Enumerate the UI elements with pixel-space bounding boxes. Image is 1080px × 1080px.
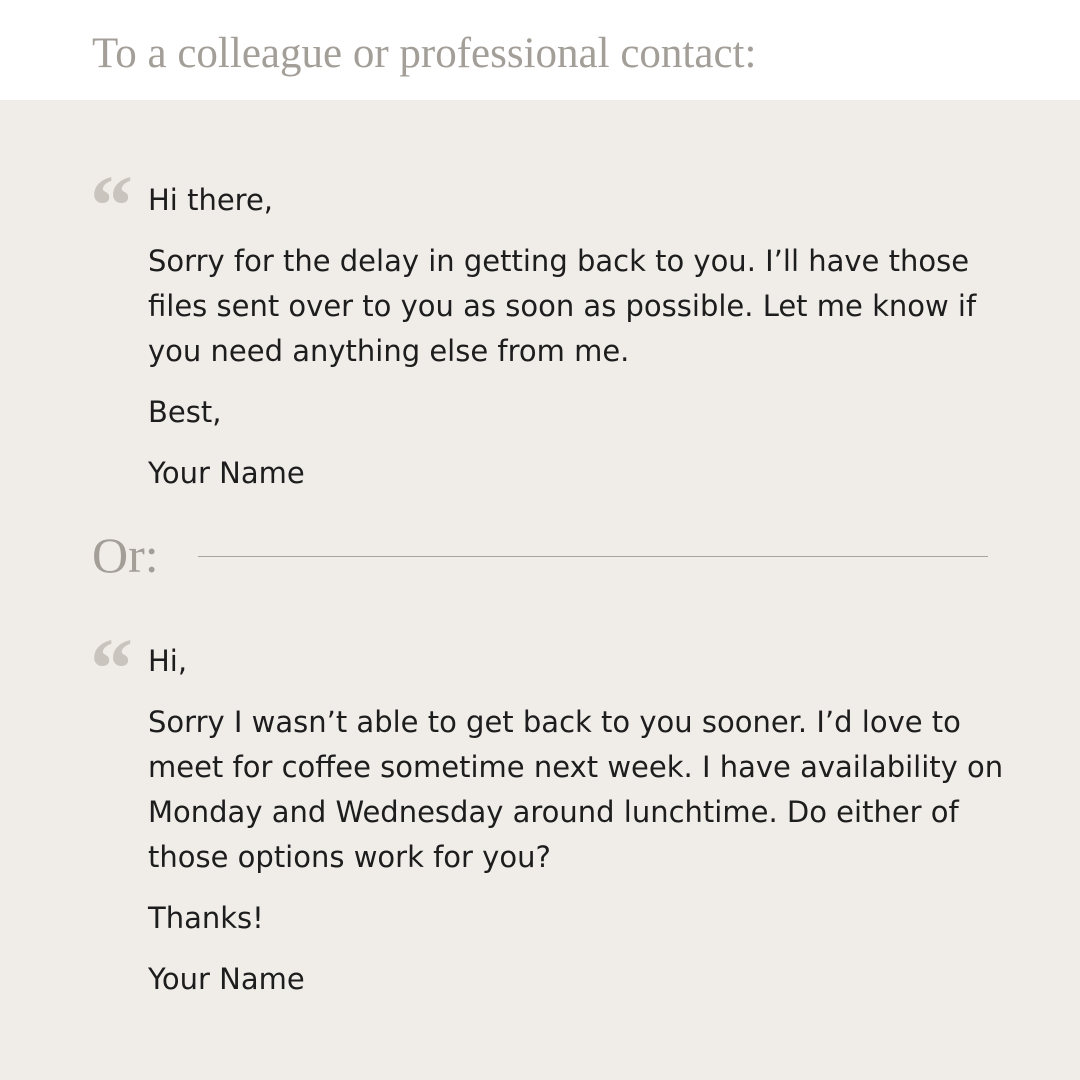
or-separator: [92, 524, 988, 588]
message-signature: Your Name: [148, 456, 305, 490]
separator-label: Or:: [92, 527, 159, 583]
quote-icon: “: [90, 157, 133, 253]
message-body: Sorry for the delay in getting back to you. I’ll have those files sent over to you as soon as possible. Let me know if you need anything else from me.: [148, 244, 977, 368]
message-greeting: Hi there,: [148, 183, 274, 217]
page-title: To a colleague or professional contact:: [92, 30, 757, 77]
header: [0, 0, 1080, 100]
message-example-1: [148, 178, 1008, 512]
divider-line: [198, 556, 988, 557]
message-body: Sorry I wasn’t able to get back to you sooner. I’d love to meet for coffee sometime next week. I have availability on Monday and Wednesday around lunchtime. Do either of those options work for you?: [148, 705, 1004, 874]
quote-icon: “: [90, 620, 133, 716]
message-greeting: Hi,: [148, 644, 188, 678]
message-signoff: Thanks!: [148, 901, 264, 935]
message-signoff: Best,: [148, 395, 222, 429]
message-signature: Your Name: [148, 962, 305, 996]
message-example-2: [148, 639, 1008, 1018]
